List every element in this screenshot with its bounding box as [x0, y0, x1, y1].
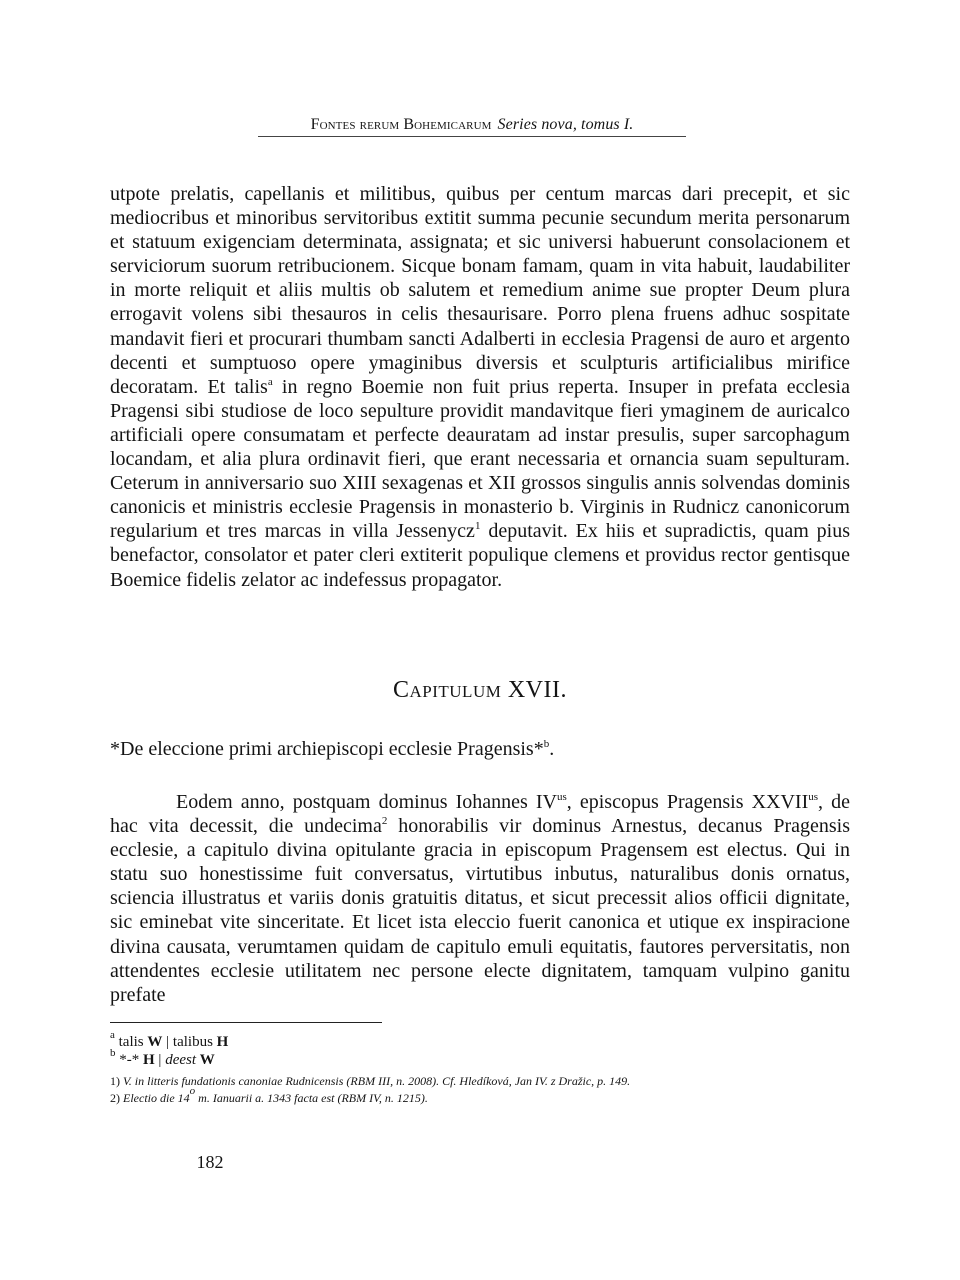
rubric-end: .	[549, 738, 555, 760]
apparatus-entry-a	[110, 1029, 229, 1051]
apparatus-separator: |	[158, 1052, 162, 1068]
apparatus-siglum: W	[199, 1052, 215, 1068]
apparatus-variant: deest	[165, 1052, 197, 1068]
footnote-text: m. Ianuarii a. 1343 facta est (RBM IV, n. 1215).	[195, 1091, 428, 1105]
footnote-text: V. in litteris fundationis canoniae Rudnicensis (RBM III, n. 2008). Cf. Hledíková, Jan IV. z Dražic, p. 149.	[123, 1074, 631, 1088]
chapter-rubric	[110, 737, 850, 761]
ordinal-suffix: us	[808, 791, 819, 803]
footnote-superscript: o	[189, 1085, 196, 1097]
apparatus-letter: b	[110, 1047, 116, 1059]
paragraph-text: , episcopus Pragensis XXVII	[566, 791, 809, 813]
paragraph-text: deputavit. Ex hiis et supradictis, quam pius benefactor, consolator et pater cleri extiterit populique clemens et providus rector gentisque Boemice fidelis zelator ac indefessus propagator.	[110, 520, 850, 591]
apparatus-siglum: H	[143, 1052, 155, 1068]
apparatus-separator: |	[166, 1034, 170, 1050]
apparatus-siglum: W	[147, 1034, 163, 1050]
footnote-number: 1)	[110, 1074, 120, 1088]
footnotes	[110, 1073, 630, 1107]
running-head-series: Series nova, tomus I.	[497, 116, 634, 133]
footnote-mark-1: 1	[474, 520, 481, 533]
ordinal-suffix: us	[556, 791, 567, 803]
paragraph-text: utpote prelatis, capellanis et militibus, quibus per centum marcas dari precepit, et sic mediocribus et minoribus servitoribus extitit summa pecunie secundum merita personarum et statuum exigenciam determinata, assignata; et sic universi habuerunt consolacionem et serviciorum suorum retribucionem. Sicque bonam famam, quam in vita habuit, laudabiliter in morte reliquit et aliis multis ob salutem et remedium anime sue propter Deum plura errogavit volens sibi thesauros in celis thesaurisare. Porro plena fruens adhuc sospitate mandavit fieri et procurari thumbam sancti Adalberti in ecclesia Pragensi de auro et argento decenti et sumptuoso opere ymaginibus diversis et sculpturis artificialibus mirifice decoratam. Et talis	[110, 183, 850, 398]
apparatus-lemma: *-*	[119, 1052, 140, 1068]
paragraph-text: Eodem anno, postquam dominus Iohannes IV	[176, 791, 557, 813]
paragraph-2	[110, 790, 850, 1007]
running-head	[258, 116, 686, 137]
page-number: 182	[196, 1152, 224, 1172]
footnote-mark-2: 2	[381, 815, 388, 828]
apparatus-mark-a: a	[267, 375, 273, 388]
footnote-1	[110, 1073, 630, 1090]
chapter-heading: Capitulum XVII.	[393, 677, 567, 703]
footnote-text: Electio die 14	[123, 1091, 190, 1105]
apparatus-letter: a	[110, 1029, 115, 1041]
critical-apparatus	[110, 1029, 229, 1069]
footnote-number: 2)	[110, 1091, 120, 1105]
running-head-title: Fontes rerum Bohemicarum	[310, 116, 492, 133]
apparatus-variant: talibus	[172, 1034, 213, 1050]
footnote-rule	[110, 1022, 382, 1023]
paragraph-text: in regno Boemie non fuit prius reperta. Insuper in prefata ecclesia Pragensi sibi studiose de loco sepulture providit mandavitque fieri ymaginem de auricalco artificiali opere consumatam et perfecte deauratam ad instar presulis, super sarcophagum locandam, et alia plura ordinavit fieri, que erant necessaria et ornancia suam sepulturam. Ceterum in anniversario suo XIII sexagenas et XII grossos singulis annis solvendas dominis canonicis et ministris ecclesie Pragensis in monasterio b. Virginis in Rudnicz canonicorum regularium et tres marcas in villa Jessenycz	[110, 375, 850, 543]
apparatus-mark-b: b	[543, 738, 550, 750]
footnote-2	[110, 1085, 630, 1107]
rubric-text: *De eleccione primi archiepiscopi ecclesie Pragensis*	[110, 738, 544, 760]
apparatus-lemma: talis	[118, 1034, 144, 1050]
apparatus-siglum: H	[216, 1034, 229, 1050]
apparatus-entry-b	[110, 1047, 228, 1069]
paragraph-text: honorabilis vir dominus Arnestus, decanus Pragensis ecclesie, a capitulo divina opitulante gracia in episcopum Pragensem est electus. Qui in statu suo honestissime fuit conversatus, virtutibus inbutus, naturalibus donis ornatus, sciencia illustratus et variis donis gratuitis ditatus, et sicut precessit alios officii dignitate, sic eminebat vite sinceritate. Et licet ista eleccio fuerit canonica et utique ex inspiracione divina causata, verumtamen quidam de capitulo emuli equitatis, fautores perversitatis, non attendentes ecclesie utilitatem nec persone electe dignitatem, tamquam vulpino ganitu prefate	[110, 815, 850, 1006]
paragraph-text: , de hac vita decessit, die undecima	[110, 791, 851, 838]
paragraph-1	[110, 182, 850, 592]
